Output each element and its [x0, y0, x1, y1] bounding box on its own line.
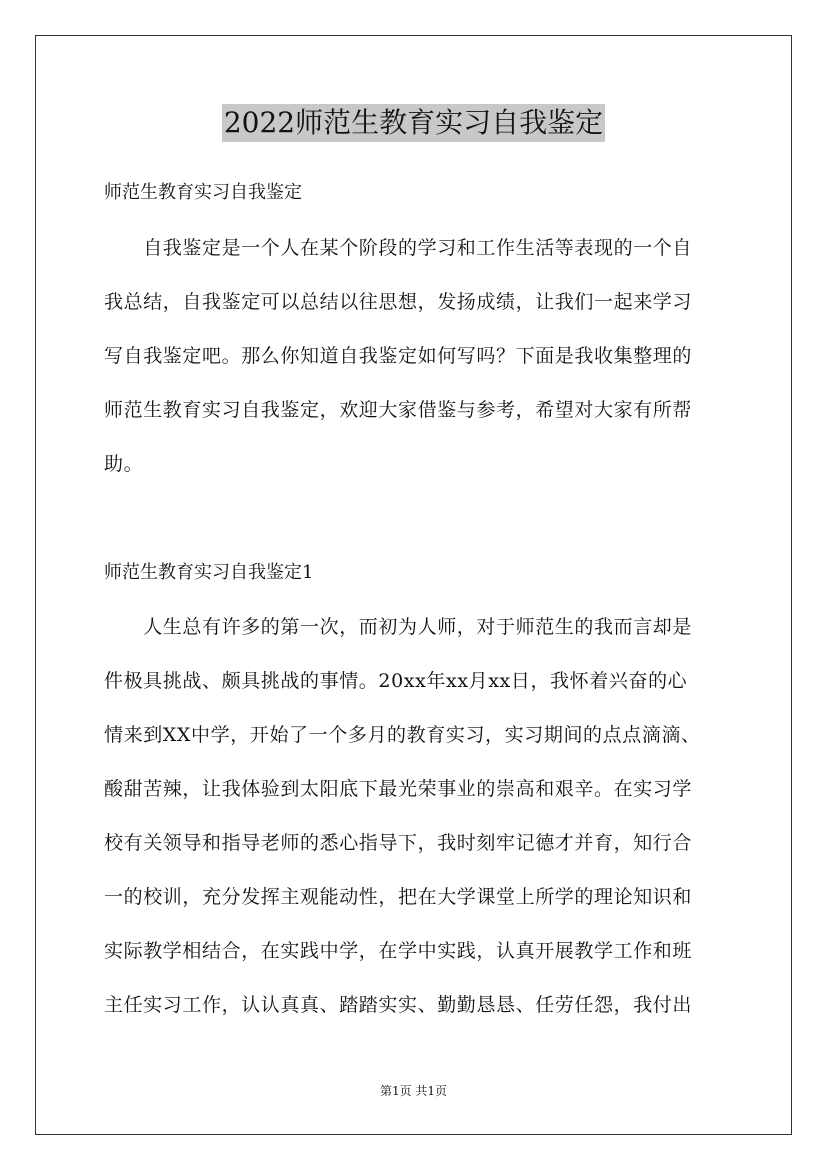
- title-container: [0, 104, 827, 142]
- page-footer: 第1页 共1页: [379, 1084, 448, 1098]
- body-line: 酸甜苦辣，让我体验到太阳底下最光荣事业的崇高和艰辛。在实习学: [104, 778, 693, 800]
- intro-line: 写自我鉴定吧。那么你知道自我鉴定如何写吗？下面是我收集整理的: [104, 345, 693, 367]
- intro-line: 助。: [104, 453, 144, 475]
- body-line: 情来到XX中学，开始了一个多月的教育实习，实习期间的点点滴滴、: [104, 724, 701, 746]
- intro-line: 师范生教育实习自我鉴定，欢迎大家借鉴与参考，希望对大家有所帮: [104, 399, 693, 421]
- document-title: 2022师范生教育实习自我鉴定: [222, 104, 605, 142]
- section-heading: 师范生教育实习自我鉴定1: [104, 562, 314, 583]
- body-line: 实际教学相结合，在实践中学，在学中实践，认真开展教学工作和班: [104, 940, 693, 962]
- body-line: 件极具挑战、颇具挑战的事情。20xx年xx月xx日，我怀着兴奋的心: [104, 670, 688, 692]
- intro-line: 自我鉴定是一个人在某个阶段的学习和工作生活等表现的一个自: [104, 237, 693, 259]
- subtitle: 师范生教育实习自我鉴定: [104, 182, 302, 203]
- body-line: 一的校训，充分发挥主观能动性，把在大学课堂上所学的理论知识和: [104, 886, 693, 908]
- intro-line: 我总结，自我鉴定可以总结以往思想，发扬成绩，让我们一起来学习: [104, 291, 693, 313]
- body-line: 人生总有许多的第一次，而初为人师，对于师范生的我而言却是: [104, 616, 693, 638]
- body-line: 主任实习工作，认认真真、踏踏实实、勤勤恳恳、任劳任怨，我付出: [104, 994, 693, 1016]
- body-line: 校有关领导和指导老师的悉心指导下，我时刻牢记德才并育，知行合: [104, 832, 693, 854]
